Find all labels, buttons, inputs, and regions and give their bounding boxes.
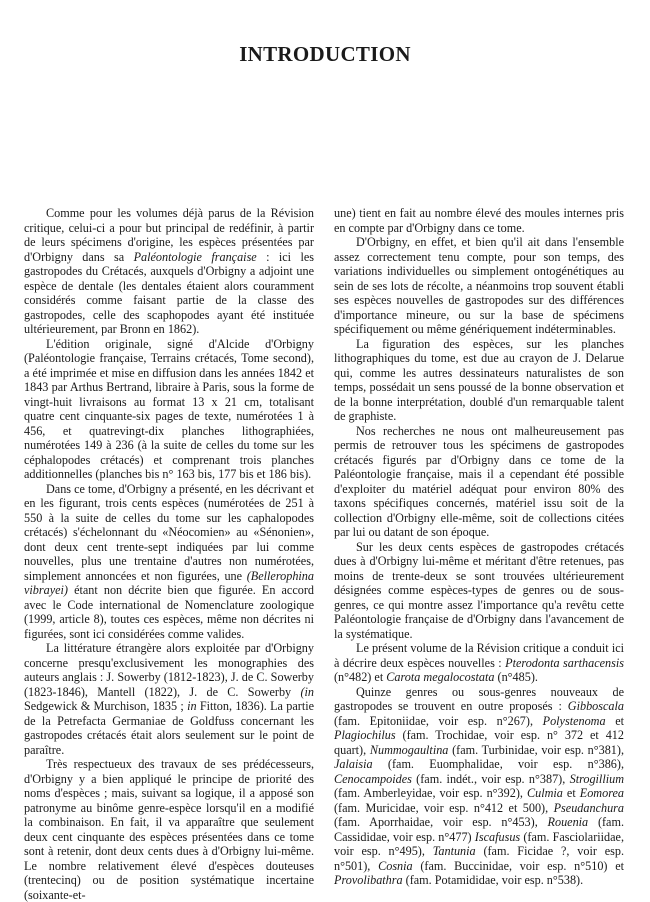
paragraph xyxy=(24,757,314,902)
text-run: (fam. Epitoniidae, voir esp. n°267), xyxy=(334,713,543,728)
text-run: Sedgewick & Murchison, 1835 ; xyxy=(24,699,188,713)
text-run: D'Orbigny, en effet, et bien qu'il ait dans l'ensemble assez correctement tenu compte, pour son temps, des variations individuelles ou simplement ontogénétiques au sein de ses lots de récolte, a néanmoins trop souvent établi ses espèces nouvelles de gastropodes sur des différences d'importance mineure, ou sur la base de spécimens spécifiquement ou même génériquement indéterminables. xyxy=(334,235,624,336)
italic-text: Iscafusus xyxy=(474,829,521,844)
text-run: (fam. Trochidae, voir esp. n° 372 et 412 quart), xyxy=(334,728,624,757)
text-run: La littérature étrangère alors exploitée par d'Orbigny concerne presqu'exclusivement les monographies des auteurs anglais : J. Sowerby (1812-1823), J. de C. Sowerby (1823-1846), Mantell (1822), J. de C. Sowerby xyxy=(24,641,314,699)
text-run: et xyxy=(562,786,580,800)
text-run: Nos recherches ne nous ont malheureusement pas permis de retrouver tous les spécimens de gastropodes crétacés figurés par d'Orbigny dans ce tome de la Paléontologie française, mais il a cependant été possible d'exploiter du matériel adéquat pour environ 80% des taxons spécifiques concernés, matériel issu soit de la collection d'Orbigny elle-même, soit de collections citées par lui ou datant de son époque. xyxy=(334,423,624,539)
text-run: (fam. Fasciolariidae, voir esp. n°495), xyxy=(334,829,624,858)
italic-text: Rouenia xyxy=(547,815,589,829)
italic-text: in xyxy=(187,699,197,713)
italic-text: Gibboscala xyxy=(567,699,624,713)
text-run: (fam. Buccinidae, voir esp. n°510) et xyxy=(412,858,624,873)
paragraph xyxy=(334,235,624,337)
page-title: INTRODUCTION xyxy=(239,42,411,66)
text-run: (fam. indét., voir esp. n°387), xyxy=(411,771,570,786)
italic-text: Strogillium xyxy=(569,771,624,786)
text-run: L'édition originale, signé d'Alcide d'Orbigny (Paléontologie française, Terrains crétacés, Tome second), a été imprimée et mise en diffusion dans les années 1842 et 1843 par Arthus Bertrand, libraire à Paris, sous la forme de vingt-huit livraisons au format 13 x 21 cm, totalisant quatre cent cinquante-six pages de texte, numérotées 1 à 456, et quatrevingt-dix planches lithographiées, numérotées 149 à 236 (à la suite de celles du tome sur les céphalopodes crétacés) et comprenant trois planches additionnelles (planches bis n° 163 bis, 177 bis et 186 bis). xyxy=(24,336,314,481)
text-run: Sur les deux cents espèces de gastropodes crétacés dues à d'Orbigny lui-même et méritant d'être retenues, pas moins de trente-deux se sont trouvées ultérieurement désignées comme espèces-types de genres ou de sous-genres, ce qui montre assez l'importance qu'a revêtu cette Paléontologie française de d'Orbigny dans l'avancement de la systématique. xyxy=(334,539,624,641)
text-run: et xyxy=(605,713,625,728)
paragraph xyxy=(334,685,624,888)
paragraph xyxy=(24,641,314,757)
paragraph xyxy=(334,641,624,685)
text-run: (fam. Ficidae ?, voir esp. n°501), xyxy=(334,844,624,873)
text-run: : ici les gastropodes du Crétacés, auxquels d'Orbigny a adjoint une espèce de dentale (les dentales étaient alors couramment considérés comme faisant partie de la classe des gastropodes, celle des scaphopodes ayant été instituée ultérieurement, par Bronn en 1862). xyxy=(24,249,315,336)
italic-text: Culmia xyxy=(526,786,563,800)
text-run: Quinze genres ou sous-genres nouveaux de gastropodes se trouvent en outre proposés : xyxy=(334,684,624,713)
text-run: (n°482) et xyxy=(334,670,387,684)
text-run: (fam. Euomphalidae, voir esp. n°386), xyxy=(372,757,624,771)
paragraph xyxy=(334,337,624,424)
italic-text: (Bellerophina vibrayei) xyxy=(24,568,314,597)
left-column xyxy=(24,206,314,902)
paragraph xyxy=(24,482,314,642)
text-run: Très respectueux des travaux de ses prédécesseurs, d'Orbigny y a bien appliqué le principe de priorité des noms d'espèces ; mais, suivant sa logique, il a apposé son patronyme au binôme genre-espèce lorsqu'il en a modifié la combinaison. En fait, il va apparaître que seulement deux cent cinquante des espèces présentées dans ce tome sont à retenir, dont deux cents dues à d'Orbigny lui-même. Le nombre relativement élevé d'espèces douteuses (trentecinq) ou de position systématique incertaine (soixante-et- xyxy=(24,757,314,902)
italic-text: Cenocampoides xyxy=(334,771,412,786)
italic-text: (in xyxy=(300,684,314,699)
paragraph xyxy=(334,424,624,540)
right-column xyxy=(334,206,624,888)
text-run: Le présent volume de la Révision critique a conduit ici à décrire deux espèces nouvelles : xyxy=(334,641,624,670)
text-run: (fam. Turbinidae, voir esp. n°381), xyxy=(448,742,625,757)
text-run: Dans ce tome, d'Orbigny a présenté, en les décrivant et en les figurant, trois cents espèces (numérotées de 251 à 550 à la suite de celles du tome sur les caphalopodes crétacés) s'échelonnant du «Néocomien» au «Sénonien», dont deux cent trente-sept indiquées par lui comme nouvelles, plus une trentaine d'autres non numérotées, simplement annoncées et non figurées, une xyxy=(24,481,314,583)
italic-text: Nummogaultina xyxy=(369,742,449,757)
italic-text: Paléontologie française xyxy=(133,249,257,264)
text-run: étant non décrite bien que figurée. En accord avec le Code international de Nomenclature zoologique (1999, article 8), toutes ces espèces, même non décrites ni figurées, sont ici considérées comme valides. xyxy=(24,583,314,641)
italic-text: Tantunia xyxy=(432,844,476,858)
paragraph xyxy=(24,206,314,337)
text-run: (n°485). xyxy=(494,670,538,684)
italic-text: Pterodonta sarthacensis xyxy=(505,655,624,670)
italic-text: Polystenoma xyxy=(542,713,606,728)
paragraph xyxy=(334,540,624,642)
text-run: (fam. Potamididae, voir esp. n°538). xyxy=(402,873,584,887)
text-run: (fam. Amberleyidae, voir esp. n°392), xyxy=(334,786,527,800)
italic-text: Provolibathra xyxy=(334,873,403,887)
italic-text: Cosnia xyxy=(378,858,413,873)
text-run: Comme pour les volumes déjà parus de la Révision critique, celui-ci a pour but principal de redéfinir, à partir de leurs spécimens d'origine, les espèces présentées par d'Orbigny dans sa xyxy=(24,206,314,264)
italic-text: Pseudanchura xyxy=(553,800,624,815)
italic-text: Jalaisia xyxy=(334,757,373,771)
italic-text: Plagiochilus xyxy=(334,728,396,742)
paragraph xyxy=(24,337,314,482)
italic-text: Eomorea xyxy=(579,786,624,800)
italic-text: Carota megalocostata xyxy=(386,670,495,684)
text-run: Fitton, 1836). La partie de la Petrefacta Germaniae de Goldfuss concernant les gastropodes crétacés était alors seulement sur le point de paraître. xyxy=(24,699,315,757)
text-run: La figuration des espèces, sur les planches lithographiques du tome, est due au crayon de J. Delarue qui, comme les autres dessinateurs naturalistes de son temps, possédait un sens poussé de la bonne observation et de la bonne interprétation, doublé d'un remarquable talent de graphiste. xyxy=(334,336,624,423)
text-run: (fam. Muricidae, voir esp. n°412 et 500), xyxy=(334,800,554,815)
text-run: (fam. Aporrhaidae, voir esp. n°453), xyxy=(334,815,548,829)
text-run: (fam. Cassididae, voir esp. n°477) xyxy=(334,815,624,844)
paragraph xyxy=(334,206,624,235)
text-run: une) tient en fait au nombre élevé des moules internes pris en compte par d'Orbigny dans ce tome. xyxy=(334,206,624,235)
